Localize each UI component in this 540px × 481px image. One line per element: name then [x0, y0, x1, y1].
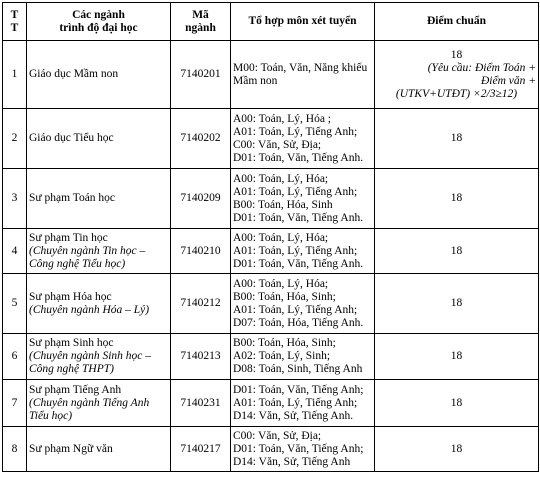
tohop-line: A01: Toán, Lý, Tiếng Anh; [233, 244, 358, 257]
row-stt: 1 [3, 41, 27, 109]
header-nganh-line-1: Các ngành [72, 8, 125, 21]
table-row [3, 41, 539, 109]
diem-note-line: Điểm văn + [480, 74, 536, 87]
row-tohop [231, 109, 375, 169]
tohop-line: A00: Toán, Lý, Hóa; [233, 277, 329, 290]
header-ma-line-1: Mã [192, 8, 209, 21]
header-nganh [27, 3, 171, 41]
row-tohop [231, 334, 375, 380]
tohop-line: D14: Văn, Sử, Tiếng Anh [233, 455, 351, 468]
row-nganh [27, 41, 171, 109]
header-stt [3, 3, 27, 41]
table-row [3, 274, 539, 334]
row-nganh [27, 169, 171, 229]
diem-note-line: (UTKV+UTĐT) ×2/3≥12) [395, 87, 518, 100]
row-ma: 7140217 [171, 427, 231, 472]
header-diem: Điểm chuẩn [375, 3, 539, 41]
nganh-name: Sư phạm Sinh học [29, 337, 114, 349]
row-tohop [231, 169, 375, 229]
tohop-line: A01: Toán, Lý, Tiếng Anh; [233, 396, 358, 409]
nganh-specialization: (Chuyên ngành Hóa – Lý) [29, 303, 150, 316]
nganh-name: Sư phạm Tiếng Anh [29, 383, 122, 396]
tohop-line: D08: Toán, Sinh, Tiếng Anh [233, 363, 363, 375]
row-ma: 7140209 [171, 169, 231, 229]
nganh-name: Sư phạm Toán học [29, 192, 116, 204]
header-row [3, 3, 539, 41]
nganh-name: Sư phạm Ngữ văn [29, 442, 113, 455]
tohop-line: A02: Toán, Lý, Sinh; [233, 350, 331, 362]
row-ma: 7140213 [171, 334, 231, 380]
nganh-specialization: (Chuyên ngành Tin học – Công nghệ Tiểu học) [29, 244, 146, 270]
tohop-line: C00: Văn, Sử, Địa; [233, 429, 322, 442]
tohop-line: B00: Toán, Hóa, Sinh; [233, 290, 336, 303]
tohop-line: A00: Toán, Lý, Hóa; [233, 231, 329, 244]
table-row [3, 334, 539, 380]
nganh-name: Sư phạm Tin học [29, 231, 108, 244]
row-tohop [231, 427, 375, 472]
tohop-line: A00: Toán, Lý, Hóa ; [233, 112, 331, 125]
tohop-line: D07: Toán, Hóa, Tiếng Anh. [233, 316, 364, 329]
nganh-name: Giáo dục Mầm non [29, 68, 119, 80]
row-diem: 18 [375, 334, 539, 380]
tohop-line: B00: Toán, Hóa, Sinh; [233, 337, 336, 349]
tohop-line: D01: Toán, Văn, Tiếng Anh; [233, 383, 364, 396]
row-stt: 5 [3, 274, 27, 334]
tohop-line: Mầm non [233, 74, 278, 87]
row-ma: 7140201 [171, 41, 231, 109]
header-nganh-line-2: trình độ đại học [59, 21, 138, 34]
header-stt-line-2: T [10, 21, 19, 34]
row-nganh [27, 109, 171, 169]
row-tohop [231, 380, 375, 427]
row-nganh [27, 334, 171, 380]
row-stt: 7 [3, 380, 27, 427]
tohop-line: A01: Toán, Lý, Tiếng Anh; [233, 185, 358, 198]
row-stt: 3 [3, 169, 27, 229]
nganh-name: Giáo dục Tiểu học [29, 132, 114, 144]
row-tohop [231, 229, 375, 274]
table-row [3, 109, 539, 169]
row-tohop [231, 274, 375, 334]
tohop-line: D01: Toán, Văn, Tiếng Anh. [233, 211, 364, 224]
row-diem: 18 [375, 229, 539, 274]
row-diem: 18 [375, 427, 539, 472]
tohop-line: A01: Toán, Lý, Tiếng Anh; [233, 125, 358, 138]
row-stt: 2 [3, 109, 27, 169]
header-tohop: Tổ hợp môn xét tuyển [231, 3, 375, 41]
row-stt: 8 [3, 427, 27, 472]
row-nganh [27, 427, 171, 472]
row-nganh [27, 380, 171, 427]
row-ma: 7140231 [171, 380, 231, 427]
table-row [3, 229, 539, 274]
tohop-line: D14: Văn, Sử, Tiếng Anh. [233, 409, 354, 422]
diem-note-line: (Yêu cầu: Điểm Toán + [427, 61, 536, 74]
table-row [3, 427, 539, 472]
nganh-specialization: (Chuyên ngành Tiếng Anh Tiểu học) [29, 396, 150, 422]
row-diem: 18 [375, 169, 539, 229]
tohop-line: A01: Toán, Lý, Tiếng Anh; [233, 303, 358, 316]
header-ma-line-2: ngành [185, 21, 216, 34]
tohop-line: D01: Toán, Văn, Tiếng Anh; [233, 442, 364, 455]
row-tohop [231, 41, 375, 109]
tohop-line: M00: Toán, Văn, Năng khiếu [233, 61, 368, 74]
nganh-name: Sư phạm Hóa học [29, 290, 112, 303]
row-ma: 7140210 [171, 229, 231, 274]
row-stt: 6 [3, 334, 27, 380]
table-row [3, 380, 539, 427]
row-diem: 18 [375, 109, 539, 169]
row-diem: 18 [375, 380, 539, 427]
table-row [3, 169, 539, 229]
tohop-line: D01: Toán, Văn, Tiếng Anh. [233, 257, 364, 270]
row-stt: 4 [3, 229, 27, 274]
tohop-line: A00: Toán, Lý, Hóa; [233, 172, 329, 185]
tohop-line: D01: Toán, Văn, Tiếng Anh. [233, 151, 364, 164]
tohop-line: B00: Toán, Hóa, Sinh [233, 198, 333, 211]
row-ma: 7140202 [171, 109, 231, 169]
tohop-line: C00: Văn, Sử, Địa; [233, 138, 322, 151]
row-nganh [27, 229, 171, 274]
admission-table [2, 2, 539, 472]
header-ma [171, 3, 231, 41]
row-ma: 7140212 [171, 274, 231, 334]
row-nganh [27, 274, 171, 334]
row-diem [375, 41, 539, 109]
diem-value: 18 [450, 48, 463, 61]
row-diem: 18 [375, 274, 539, 334]
header-stt-line-1: T [10, 8, 19, 21]
nganh-specialization: (Chuyên ngành Sinh học – Công nghệ THPT) [29, 350, 152, 375]
